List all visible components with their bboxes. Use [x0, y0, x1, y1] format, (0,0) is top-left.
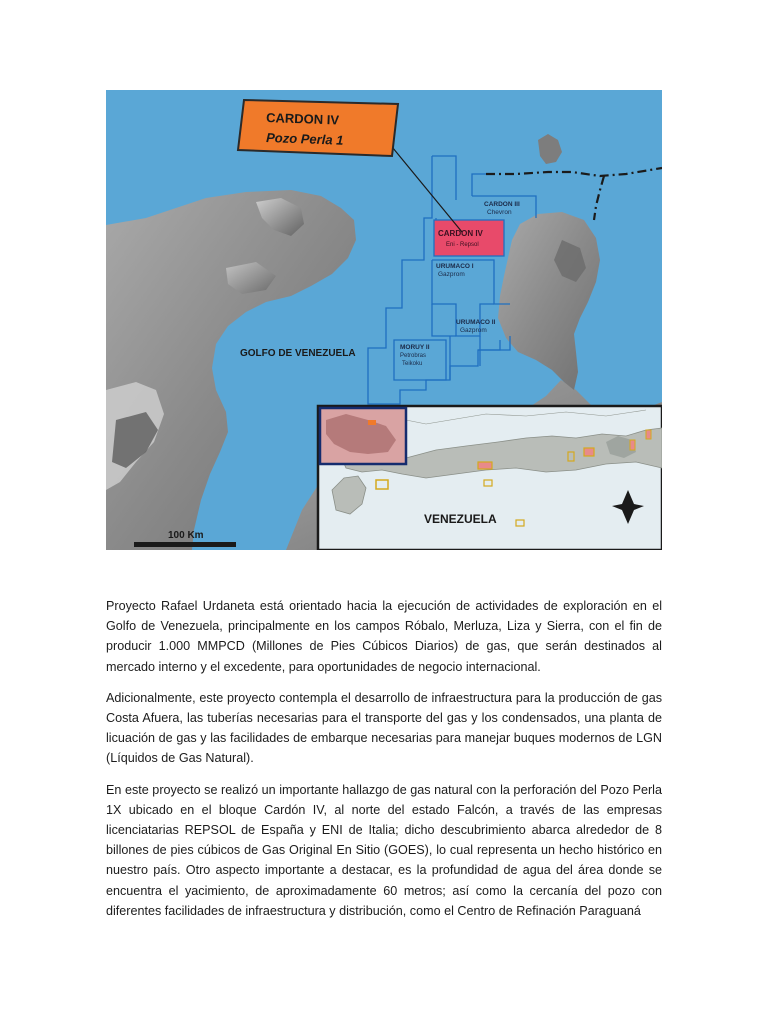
inset-map: [318, 406, 662, 550]
gulf-map: [106, 90, 662, 550]
article-body: [106, 596, 662, 932]
cardon-iv-block: [434, 220, 504, 256]
block-operator: Gazprom: [438, 271, 465, 278]
callout-box: [238, 100, 398, 156]
block-label: MORUY II: [400, 344, 430, 351]
map-figure: [106, 90, 662, 550]
paragraph: En este proyecto se realizó un importante hallazgo de gas natural con la perforación del Pozo Perla 1X ubicado en el bloque Cardón IV, al norte del estado Falcón, a través de las empresas licenciatarias REPSOL de España y ENI de Italia; dicho descubrimiento abarca alrededor de 8 billones de pies cúbicos de Gas Original En Sitio (GOES), lo cual representa un hecho histórico en nuestro país. Otro aspecto importante a destacar, es la profundidad de agua del área donde se encuentra el yacimiento, de aproximadamente 60 metros; así como la cercanía del pozo con diferentes facilidades de infraestructura y distribución, como el Centro de Refinación Paraguaná: [106, 782, 662, 918]
block-operator: Eni - Repsol: [446, 242, 479, 248]
block-label: CARDON III: [484, 201, 520, 208]
block-operator: Teikoku: [402, 361, 423, 367]
callout-subtitle: Pozo Perla 1: [265, 130, 344, 148]
paragraph: Proyecto Rafael Urdaneta está orientado hacia la ejecución de actividades de exploración en el Golfo de Venezuela, principalmente en los campos Róbalo, Merluza, Liza y Sierra, con el fin de producir 1.000 MMPCD (Millones de Pies Cúbicos Diarios) de gas, que serán destinados al mercado interno y el excedente, para oportunidades de negocio internacional.: [106, 599, 662, 674]
inset-country-label: VENEZUELA: [424, 512, 497, 526]
block-operator: Gazprom: [460, 327, 487, 334]
block-label: CARDON IV: [438, 229, 483, 238]
block-label: URUMACO II: [456, 319, 496, 326]
scale-bar: [134, 542, 236, 547]
callout-title: CARDON IV: [265, 110, 340, 128]
block-operator: Chevron: [487, 209, 512, 216]
scale-label: 100 Km: [168, 530, 204, 541]
block-operator: Petrobras: [400, 353, 427, 359]
gulf-label: GOLFO DE VENEZUELA: [240, 348, 356, 359]
paragraph: Adicionalmente, este proyecto contempla el desarrollo de infraestructura para la producción de gas Costa Afuera, las tuberías necesarias para el transporte del gas y los condensados, una planta de licuación de gas y las facilidades de embarque necesarias para manejar buques modernos de LGN (Líquidos de Gas Natural).: [106, 690, 662, 766]
block-label: URUMACO I: [436, 263, 474, 270]
